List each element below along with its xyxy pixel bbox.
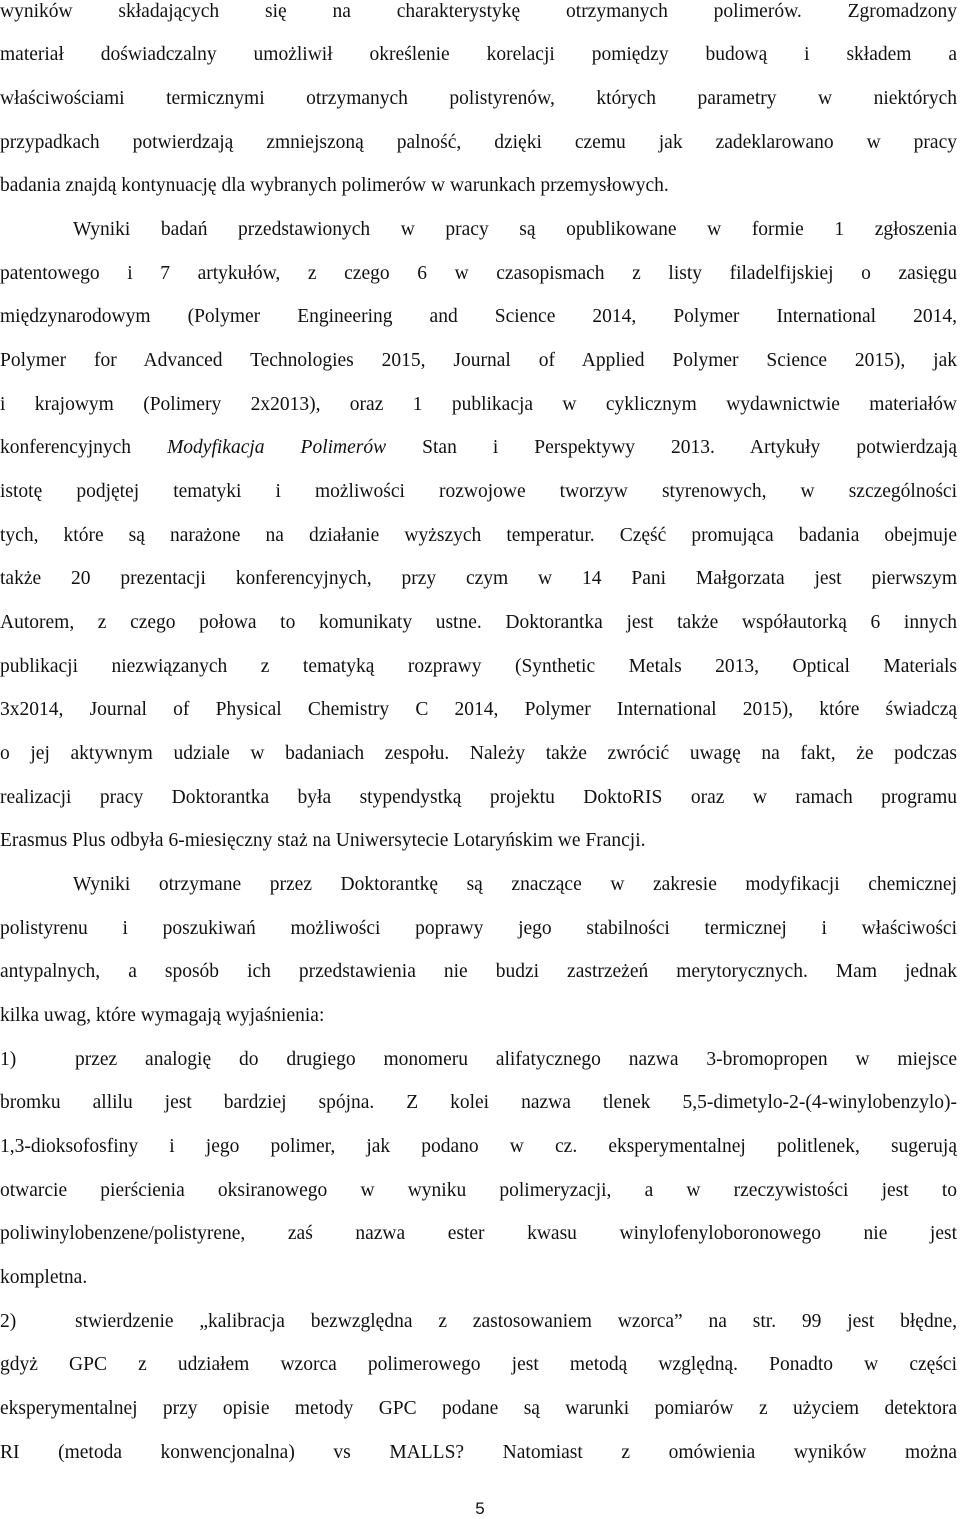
- list-item-number: 2): [0, 1311, 17, 1332]
- text-line: [0, 436, 957, 460]
- text-line: materiał doświadczalny umożliwił określenie korelacji pomiędzy budową i składem a: [0, 44, 957, 65]
- text-line: przypadkach potwierdzają zmniejszoną palność, dzięki czemu jak zadeklarowano w pracy: [0, 132, 957, 153]
- text-line: bromku allilu jest bardziej spójna. Z kolei nazwa tlenek 5,5-dimetylo-2-(4-winylobenzylo)-: [0, 1092, 957, 1113]
- text-line: 3x2014, Journal of Physical Chemistry C 2014, Polymer International 2015), które świadczą: [0, 699, 957, 720]
- list-item-first-line: przez analogię do drugiego monomeru alifatycznego nazwa 3-bromopropen w miejsce: [75, 1049, 957, 1070]
- text-line: także 20 prezentacji konferencyjnych, przy czym w 14 Pani Małgorzata jest pierwszym: [0, 568, 957, 589]
- text-line: otwarcie pierścienia oksiranowego w wyniku polimeryzacji, a w rzeczywistości jest to: [0, 1180, 957, 1201]
- text-segment: konferencyjnych: [0, 437, 168, 458]
- text-segment: Stan i Perspektywy 2013. Artykuły potwierdzają: [386, 437, 958, 458]
- text-line: RI (metoda konwencjonalna) vs MALLS? Natomiast z omówienia wyników można: [0, 1442, 957, 1463]
- list-item-first-line: stwierdzenie „kalibracja bezwzględna z zastosowaniem wzorca” na str. 99 jest błędne,: [75, 1311, 957, 1332]
- text-line: realizacji pracy Doktorantka była stypendystką projektu DoktoRIS oraz w ramach programu: [0, 787, 957, 808]
- text-line: kompletna.: [0, 1267, 88, 1288]
- list-item-number: 1): [0, 1049, 17, 1070]
- italic-title: Modyfikacja Polimerów: [167, 437, 387, 458]
- text-line: i krajowym (Polimery 2x2013), oraz 1 publikacja w cyklicznym wydawnictwie materiałów: [0, 394, 957, 415]
- paragraph-first-line: Wyniki otrzymane przez Doktorantkę są znaczące w zakresie modyfikacji chemicznej: [73, 874, 957, 895]
- text-line: eksperymentalnej przy opisie metody GPC podane są warunki pomiarów z użyciem detektora: [0, 1398, 957, 1419]
- text-line: o jej aktywnym udziale w badaniach zespołu. Należy także zwrócić uwagę na fakt, że podczas: [0, 743, 957, 764]
- text-line: właściwościami termicznymi otrzymanych polistyrenów, których parametry w niektórych: [0, 88, 957, 109]
- text-line: badania znajdą kontynuację dla wybranych polimerów w warunkach przemysłowych.: [0, 175, 669, 196]
- text-line: publikacji niezwiązanych z tematyką rozprawy (Synthetic Metals 2013, Optical Materials: [0, 656, 957, 677]
- text-line: Polymer for Advanced Technologies 2015, Journal of Applied Polymer Science 2015), jak: [0, 350, 957, 371]
- text-line: 1,3-dioksofosfiny i jego polimer, jak podano w cz. eksperymentalnej politlenek, sugerują: [0, 1136, 957, 1157]
- text-line: patentowego i 7 artykułów, z czego 6 w czasopismach z listy filadelfijskiej o zasięgu: [0, 263, 957, 284]
- text-line: polistyrenu i poszukiwań możliwości poprawy jego stabilności termicznej i właściwości: [0, 918, 957, 939]
- text-line: kilka uwag, które wymagają wyjaśnienia:: [0, 1005, 325, 1026]
- text-line: wyników składających się na charakterystykę otrzymanych polimerów. Zgromadzony: [0, 1, 957, 22]
- text-line: Autorem, z czego połowa to komunikaty ustne. Doktorantka jest także współautorką 6 innych: [0, 612, 957, 633]
- text-line: istotę podjętej tematyki i możliwości rozwojowe tworzyw styrenowych, w szczególności: [0, 481, 957, 502]
- text-line: Erasmus Plus odbyła 6-miesięczny staż na Uniwersytecie Lotaryńskim we Francji.: [0, 830, 646, 851]
- text-line: międzynarodowym (Polymer Engineering and Science 2014, Polymer International 2014,: [0, 306, 957, 327]
- paragraph-first-line: Wyniki badań przedstawionych w pracy są opublikowane w formie 1 zgłoszenia: [73, 219, 957, 240]
- page-number: 5: [475, 1499, 485, 1518]
- text-line: antypalnych, a sposób ich przedstawienia nie budzi zastrzeżeń merytorycznych. Mam jednak: [0, 961, 957, 982]
- text-line: poliwinylobenzene/polistyrene, zaś nazwa ester kwasu winylofenyloboronowego nie jest: [0, 1223, 957, 1244]
- text-line: gdyż GPC z udziałem wzorca polimerowego jest metodą względną. Ponadto w części: [0, 1354, 957, 1375]
- text-line: tych, które są narażone na działanie wyższych temperatur. Część promująca badania obejmuje: [0, 525, 957, 546]
